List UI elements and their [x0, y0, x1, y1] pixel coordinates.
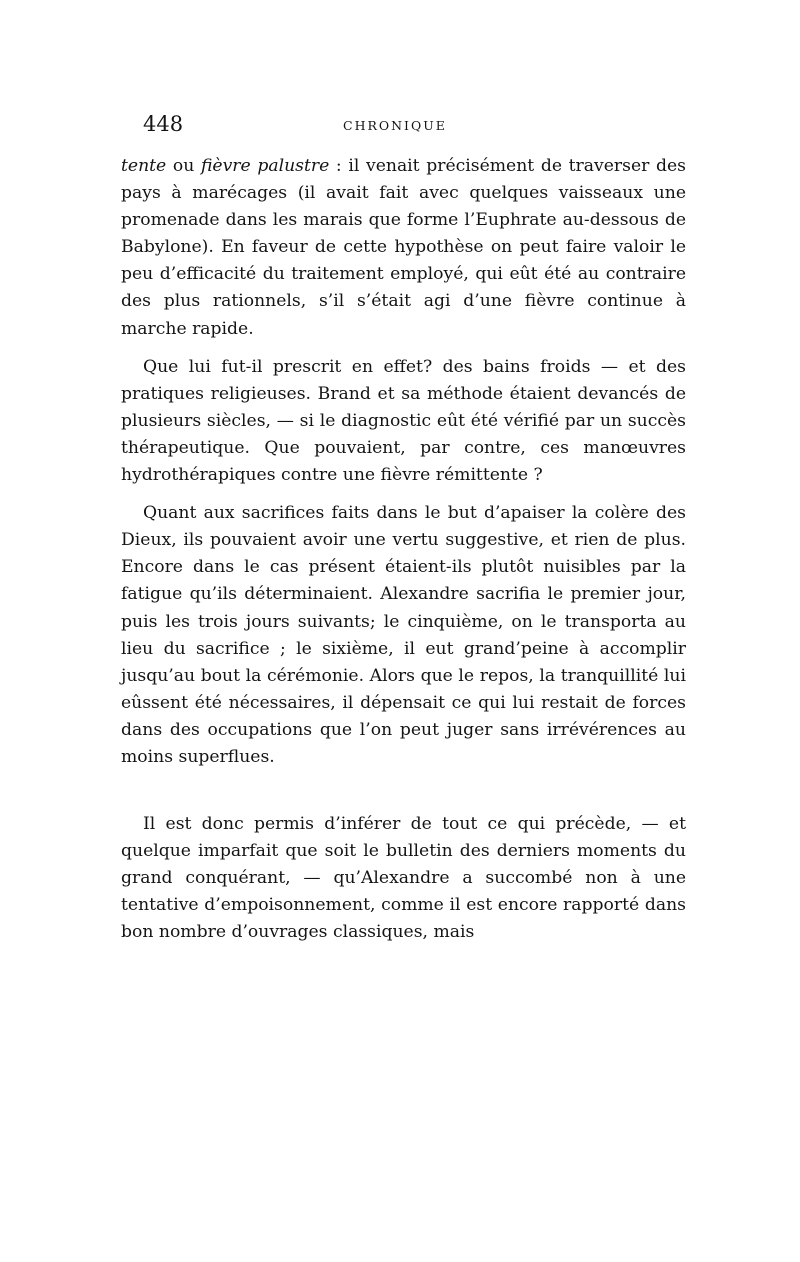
paragraph-continued [121, 153, 686, 343]
running-head [143, 112, 688, 142]
paragraph-gap [121, 343, 686, 354]
running-title: CHRONIQUE [343, 118, 447, 133]
paragraph-text: : il venait précisément de traverser des pays à marécages (il avait fait avec quelques vaisseaux une promenade dans les marais que forme l’Euphrate au-dessous de Babylone). En faveur de cette hypothèse on peut faire valoir le peu d’efficacité du traitement employé, qui eût été au contraire des plus rationnels, s’il s’était agi d’une fièvre continue à marche rapide. [121, 156, 686, 339]
paragraph-gap [121, 489, 686, 500]
paragraph: Il est donc permis d’inférer de tout ce qui précède, — et quelque imparfait que soit le bulletin des derniers moments du grand conquérant, — qu’Alexandre a succombé non à une tentative d’empoisonnement, comme il est encore rapporté dans bon nombre d’ouvrages classiques, mais [121, 814, 686, 943]
connector-text: ou [166, 156, 201, 176]
paragraph: Quant aux sacrifices faits dans le but d’apaiser la colère des Dieux, ils pouvaient avoir une vertu suggestive, et rien de plus. Encore dans le cas présent étaient-ils plutôt nuisibles par la fatigue qu’ils déterminaient. Alexandre sacrifia le premier jour, puis les trois jours suivants; le cinquième, on le transporta au lieu du sacrifice ; le sixième, il eut grand’peine à accomplir jusqu’au bout la cérémonie. Alors que le repos, la tranquillité lui eûssent été nécessaires, il dépensait ce qui lui restait de forces dans des occupations que l’on peut juger sans irrévérences au moins superflues. [121, 503, 686, 767]
paragraph: Que lui fut-il prescrit en effet? des bains froids — et des pratiques religieuses. Brand et sa méthode étaient devancés de plusieurs siècles, — si le diagnostic eût été vérifié par un succès thérapeutique. Que pouvaient, par contre, ces manœuvres hydrothérapiques contre une fièvre rémittente ? [121, 356, 686, 486]
section-gap [121, 771, 686, 811]
italic-term: fièvre palustre [200, 156, 330, 176]
body-text [121, 153, 686, 947]
page-number: 448 [143, 112, 184, 136]
italic-lead: tente [121, 156, 167, 176]
